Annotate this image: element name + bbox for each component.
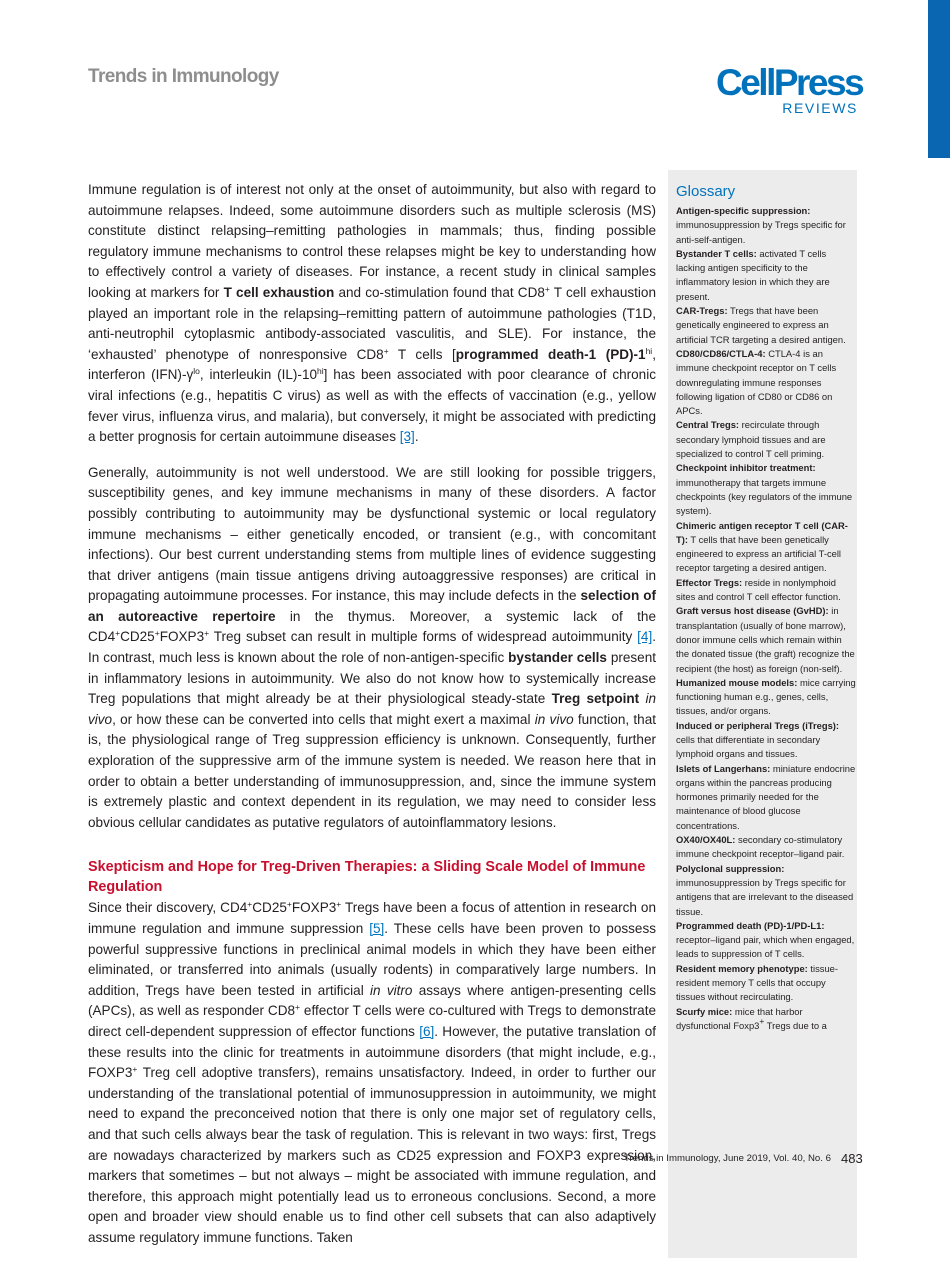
text-run: CD25 <box>252 900 287 916</box>
page-number: 483 <box>841 1151 863 1166</box>
glossary-term: Islets of Langerhans: <box>676 762 771 774</box>
text-run: present in inflammatory lesions in autoimmunity. We also do not know how to systemically increase Treg populations that might already be at their physiological steady-state <box>88 650 657 707</box>
footer-citation: Trends in Immunology, June 2019, Vol. 40, No. 6 <box>624 1153 831 1164</box>
glossary-entry <box>676 247 857 304</box>
main-column <box>88 180 656 1264</box>
glossary-definition: in transplantation (usually of bone marrow), donor immune cells which remain within the donated tissue (the graft) recognize the recipient (the host) as foreign (non-self). <box>676 605 855 674</box>
glossary-entry <box>676 676 857 719</box>
logo-subtitle: REVIEWS <box>782 100 858 116</box>
glossary-entry <box>676 519 857 576</box>
italic-text: in vivo <box>88 691 656 727</box>
text-run: in the thymus. Moreover, a systemic lack of the CD4 <box>88 608 656 645</box>
glossary-term: Scurfy mice: <box>676 1005 733 1017</box>
logo-wordmark: CellPress <box>716 62 863 103</box>
text-run: Treg cell adoptive transfers), remains unsatisfactory. Indeed, in order to further our understanding of the translational potential of immunosuppression in autoimmunity, we might need to expand the preconceived notion that there is only one major set of regulatory cells, and that such cells always bear the task of regulation. This is relevant in two ways: first, Tregs are nowadays characterized by markers such as CD25 expression and FOXP3 expression, markers that sometimes – but not always – might be associated with immune regulation, and therefore, this approach might potentially lead us to erroneous conclusions. Second, a more open and broader view should enable us to find other cell subsets that can also adaptively assume regulatory immune functions. Taken <box>88 1065 656 1245</box>
text-run: and co-stimulation found that CD8 <box>334 284 545 300</box>
glossary-entry <box>676 1005 857 1034</box>
reference-link[interactable]: [6] <box>419 1023 435 1039</box>
glossary-definition: tissue-resident memory T cells that occupy tissues without recirculating. <box>676 962 839 1003</box>
reference-link[interactable]: [4] <box>637 629 653 645</box>
italic-text: in vitro <box>370 982 413 998</box>
glossary-entry <box>676 576 857 605</box>
superscript: hi <box>645 345 653 356</box>
glossary-definition: mice that harbor dysfunctional Foxp3 <box>676 1005 803 1031</box>
text-run: Since their discovery, CD4 <box>88 900 248 916</box>
glossary-definition: immunotherapy that targets immune checkpoints (key regulators of the immune system). <box>676 476 853 517</box>
text-run: . <box>414 429 419 445</box>
glossary-entry <box>676 604 857 675</box>
glossary-term: CD80/CD86/CTLA-4: <box>676 347 766 359</box>
glossary-definition: receptor–ligand pair, which when engaged, leads to suppression of T cells. <box>676 934 855 960</box>
glossary-definition: Tregs due to a <box>764 1019 827 1031</box>
text-run: CD25 <box>120 629 155 645</box>
bold-term: selection of an autoreactive repertoire <box>88 588 656 624</box>
glossary-definition: reside in nonlymphoid sites and control T cell effector function. <box>676 576 841 603</box>
superscript: + <box>115 628 121 639</box>
glossary-term: Induced or peripheral Tregs (iTregs): <box>676 719 840 731</box>
glossary-entry <box>676 919 857 962</box>
glossary-term: Chimeric antigen receptor T cell (CAR-T): <box>676 519 848 545</box>
text-run: , or how these can be converted into cells that might exert a maximal <box>112 711 535 727</box>
glossary-entry <box>676 304 857 347</box>
glossary-entry <box>676 347 857 418</box>
superscript: + <box>247 899 253 910</box>
publisher-logo <box>716 64 866 120</box>
text-run: Immune regulation is of interest not only at the onset of autoimmunity, but also with regard to autoimmune relapses. Indeed, some autoimmune disorders such as multiple sclerosis (MS) constitute distinct relapsing–remitting pathologies in mammals; thus, finding possible regulatory immune mechanisms to control these relapses might be key to understanding how to effectively control a variety of diseases. For instance, a recent study in clinical samples looking at markers for <box>88 182 656 300</box>
glossary-term: Polyclonal suppression: <box>676 862 785 874</box>
text-run: , interferon (IFN)-γ <box>88 346 656 383</box>
glossary-entry <box>676 461 857 518</box>
superscript: + <box>204 628 210 639</box>
glossary-definition: recirculate through secondary lymphoid tissues and are specialized to control T cell priming. <box>676 419 826 460</box>
text-run: Tregs have been a focus of attention in research on immune regulation and immune suppression <box>88 900 657 936</box>
superscript: + <box>336 899 342 910</box>
glossary-definition: secondary co-stimulatory immune checkpoint receptor–ligand pair. <box>676 834 845 860</box>
text-run: T cells [ <box>388 346 456 362</box>
text-run: assays where antigen-presenting cells (APCs), as well as responder CD8 <box>88 982 656 1019</box>
glossary-term: CAR-Tregs: <box>676 305 728 317</box>
bold-term: Treg setpoint <box>551 691 640 707</box>
glossary-list <box>676 204 857 1033</box>
superscript: lo <box>193 366 200 377</box>
reference-link[interactable]: [3] <box>399 429 415 445</box>
text-run: FOXP3 <box>159 629 205 645</box>
bold-term: bystander cells <box>508 650 607 666</box>
glossary-entry <box>676 862 857 919</box>
section-tab-bar <box>928 0 950 158</box>
glossary-term: Central Tregs: <box>676 419 740 431</box>
glossary-entry <box>676 762 857 833</box>
glossary-term: Humanized mouse models: <box>676 676 798 688</box>
body-paragraph-1 <box>88 180 656 448</box>
glossary-term: OX40/OX40L: <box>676 834 736 846</box>
italic-text: in vivo <box>534 711 574 727</box>
reference-link[interactable]: [5] <box>369 921 385 936</box>
glossary-entry <box>676 719 857 762</box>
glossary-title: Glossary <box>676 183 736 200</box>
text-run: . These cells have been proven to possess powerful suppressive functions in preclinical animal models in which they have been either eliminated, or transferred into animals (usually rodents) in comparatively large numbers. In addition, Tregs have been tested in artificial <box>88 921 656 998</box>
glossary-term: Checkpoint inhibitor treatment: <box>676 462 816 474</box>
text-run: . However, the putative translation of these results into the clinic for treatments in autoimmune disorders (that might include, e.g., FOXP3 <box>88 1023 656 1081</box>
superscript: + <box>295 1002 301 1013</box>
text-run: ] has been associated with poor clearance of chronic viral infections (e.g., hepatitis C virus) as well as with the effects of vaccination (e.g., yellow fever virus, influenza virus, and malaria), but conversely, it might be associated with predicting a better prognosis for certain autoimmune diseases <box>88 367 656 445</box>
superscript: + <box>154 628 160 639</box>
text-run: effector T cells were co-cultured with Tregs to demonstrate direct cell-dependent suppression of effector functions <box>88 1003 657 1039</box>
body-paragraph-2 <box>88 463 656 834</box>
glossary-definition: cells that differentiate in secondary lymphoid organs and tissues. <box>676 733 821 760</box>
glossary-definition: immunosuppression by Tregs specific for anti-self-antigen. <box>676 219 846 245</box>
superscript: hi <box>317 366 324 377</box>
section-heading: Skepticism and Hope for Treg-Driven Therapies: a Sliding Scale Model of Immune Regulation <box>88 859 646 895</box>
superscript: + <box>132 1064 138 1075</box>
glossary-term: Programmed death (PD)-1/PD-L1: <box>676 919 825 931</box>
journal-name: Trends in Immunology <box>88 66 279 87</box>
glossary-term: Effector Tregs: <box>676 576 743 588</box>
glossary-entry <box>676 962 857 1005</box>
bold-term: programmed death-1 (PD)-1 <box>455 346 646 362</box>
text-run: Generally, autoimmunity is not well understood. We are still looking for possible triggers, susceptibility genes, and key immune mechanisms in many of these disorders. A factor possibly contributing to autoimmunity may be dysfunctional systemic or local regulatory immune mechanisms – either genetically encoded, or transient (e.g., with concomitant infections). Our best current understanding stems from multiple lines of evidence suggesting that driver antigens (main tissue antigens driving autoaggressive responses) are critical in propagating autoimmune processes. For instance, this may include defects in the <box>88 464 656 604</box>
superscript: + <box>544 283 550 294</box>
text-run: . In contrast, much less is known about the role of non-antigen-specific <box>88 629 656 666</box>
text-run: FOXP3 <box>291 900 337 916</box>
glossary-entry <box>676 418 857 461</box>
text-run: function, that is, the physiological range of Treg suppression efficiency is unknown. Consequently, further exploration of the suppressive arm of the immune system is needed. We reason here that in order to obtain a better understanding of immunosuppression, and, since the immune system is extremely plastic and context dependent in its regulation, we may need to consider less obvious cellular candidates as putative regulators of autoinflammatory lesions. <box>88 711 656 830</box>
glossary-term: Graft versus host disease (GvHD): <box>676 605 829 617</box>
glossary-definition: T cells that have been genetically engineered to express an artificial T-cell receptor targeting a desired antigen. <box>676 533 842 574</box>
superscript: + <box>759 1015 765 1026</box>
glossary-box <box>668 170 857 1258</box>
glossary-definition: CTLA-4 is an immune checkpoint receptor on T cells downregulating immune responses following ligation of CD80 or CD86 on APCs. <box>676 347 837 417</box>
glossary-definition: immunosuppression by Tregs specific for antigens that are irrelevant to the diseased tissue. <box>676 876 854 917</box>
text-run: Treg subset can result in multiple forms of widespread autoimmunity <box>209 629 638 645</box>
glossary-definition: Tregs that have been genetically engineered to express an artificial TCR targeting a desired antigen. <box>676 305 846 345</box>
body-paragraph-3 <box>88 898 656 1248</box>
glossary-entry <box>676 204 857 247</box>
glossary-definition: mice carrying functioning human e.g., genes, cells, tissues, and/or organs. <box>676 676 856 717</box>
text-run: , interleukin (IL)-10 <box>199 367 318 383</box>
glossary-term: Bystander T cells: <box>676 247 757 259</box>
glossary-entry <box>676 833 857 862</box>
glossary-term: Resident memory phenotype: <box>676 962 808 974</box>
superscript: + <box>383 345 389 356</box>
text-run: T cell exhaustion played an important role in the relapsing–remitting pattern of autoimmune pathologies (T1D, anti-neutrophil cytoplasmic antibody-associated vasculitis, and SLE). For instance, the ‘exhausted’ phenotype of nonresponsive CD8 <box>88 284 656 362</box>
bold-term: T cell exhaustion <box>223 284 335 300</box>
glossary-definition: miniature endocrine organs within the pancreas producing hormones primarily needed for the maintenance of blood glucose concentrations. <box>676 762 856 831</box>
glossary-definition: activated T cells lacking antigen specificity to the inflammatory lesion in which they are present. <box>676 247 830 302</box>
glossary-term: Antigen-specific suppression: <box>676 205 811 216</box>
superscript: + <box>286 899 292 910</box>
